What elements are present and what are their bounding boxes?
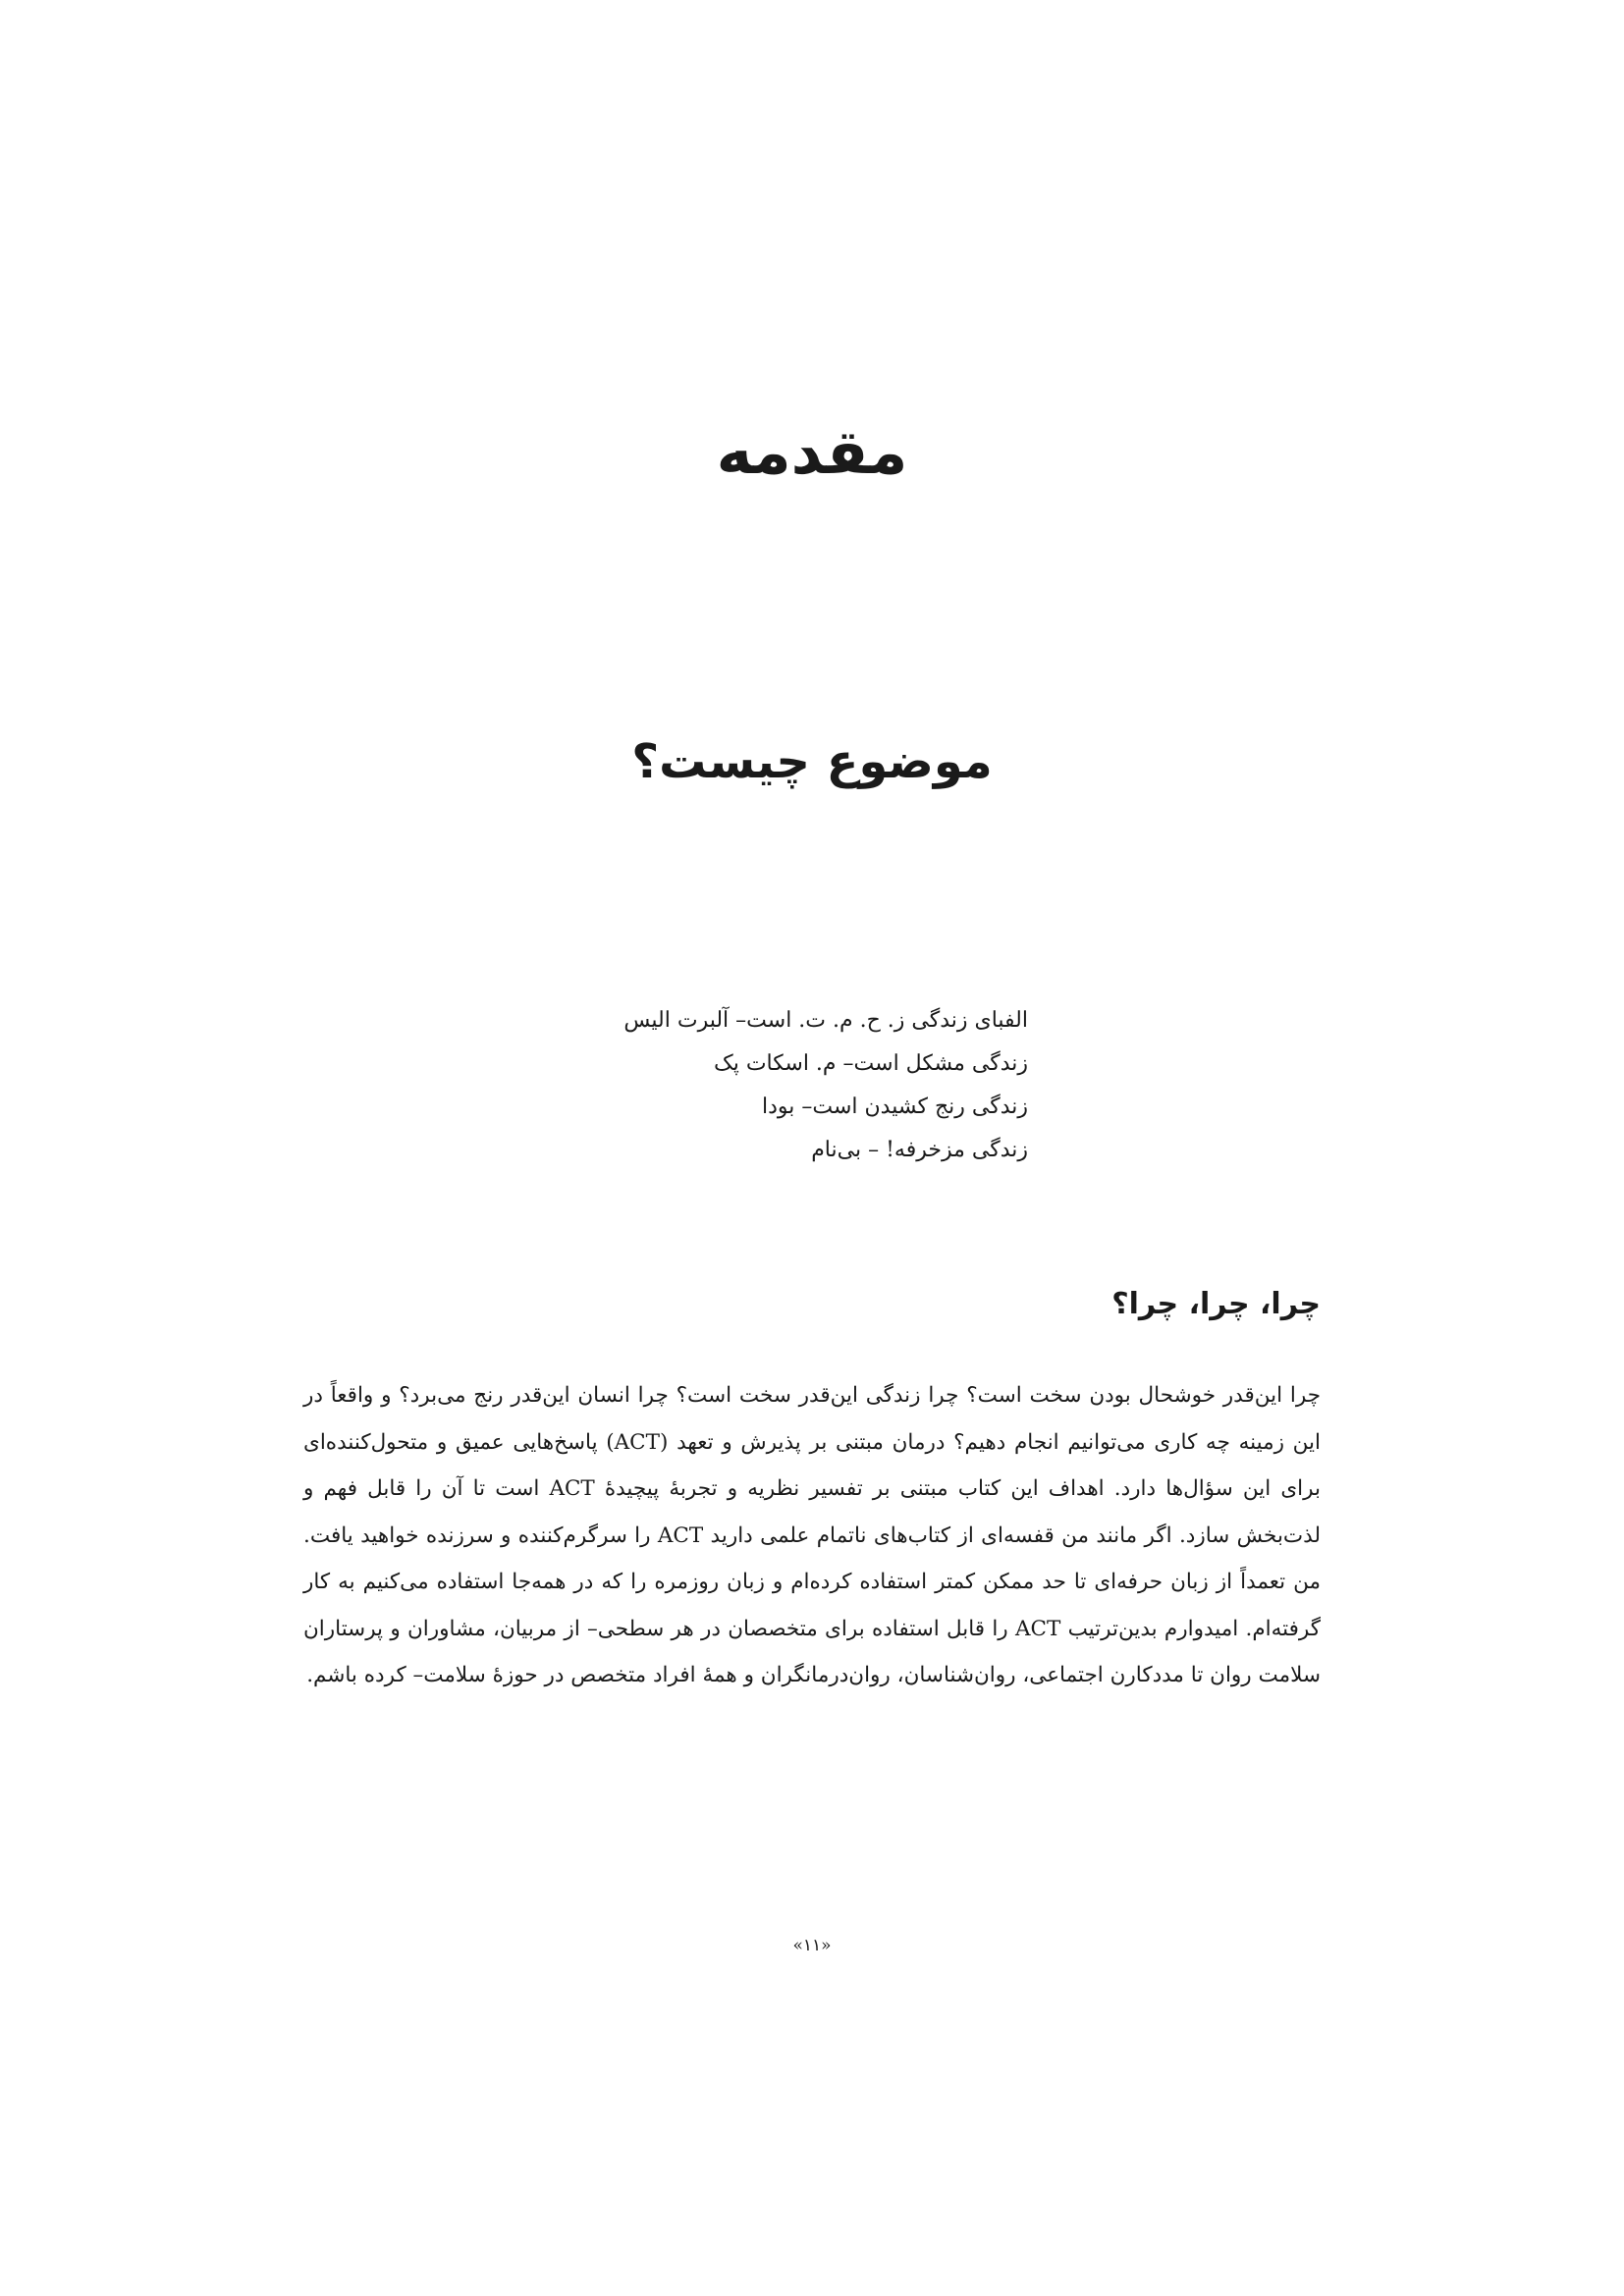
epigraph-line: زندگی مشکل است– م. اسکات پک — [714, 1051, 1028, 1076]
section-title: موضوع چیست؟ — [631, 734, 993, 789]
epigraph-line: زندگی رنج کشیدن است– بودا — [761, 1095, 1028, 1119]
page-number: «۱۱» — [792, 1936, 832, 1955]
epigraph-line: الفبای زندگی ز. ح. م. ت. است– آلبرت الیس — [623, 1008, 1028, 1033]
body-paragraph: چرا این‌قدر خوشحال بودن سخت است؟ چرا زندگی این‌قدر سخت است؟ چرا انسان این‌قدر رنج می‌برد؟ و واقعاً در این زمینه چه کاری می‌توانیم انجام دهیم؟ درمان مبتنی بر پذیرش و تعهد (ACT) پاسخ‌هایی عمیق و متحول‌کننده‌ای برای این سؤال‌ها دارد. اهداف این کتاب مبتنی بر تفسیر نظریه و تجربهٔ پیچیدهٔ ACT است تا آن را قابل فهم و لذت‌بخش سازد. اگر مانند من قفسه‌ای از کتاب‌های ناتمام علمی دارید ACT را سرگرم‌کننده و سرزنده خواهید یافت. من تعمداً از زبان حرفه‌ای تا حد ممکن کمتر استفاده کرده‌ام و زبان روزمره را که در همه‌جا استفاده می‌کنیم به کار گرفته‌ام. امیدوارم بدین‌ترتیب ACT را قابل استفاده برای متخصصان در هر سطحی– از مربیان، مشاوران و پرستاران سلامت روان تا مددکارن اجتماعی، روان‌شناسان، روان‌درمانگران و همهٔ افراد متخصص در حوزهٔ سلامت– کرده باشم. — [303, 1383, 1322, 1687]
chapter-title: مقدمه — [716, 416, 908, 488]
epigraph-line: زندگی مزخرفه! – بی‌نام — [811, 1138, 1028, 1162]
epigraph — [567, 999, 1028, 1172]
subsection-heading: چرا، چرا، چرا؟ — [1111, 1287, 1321, 1321]
